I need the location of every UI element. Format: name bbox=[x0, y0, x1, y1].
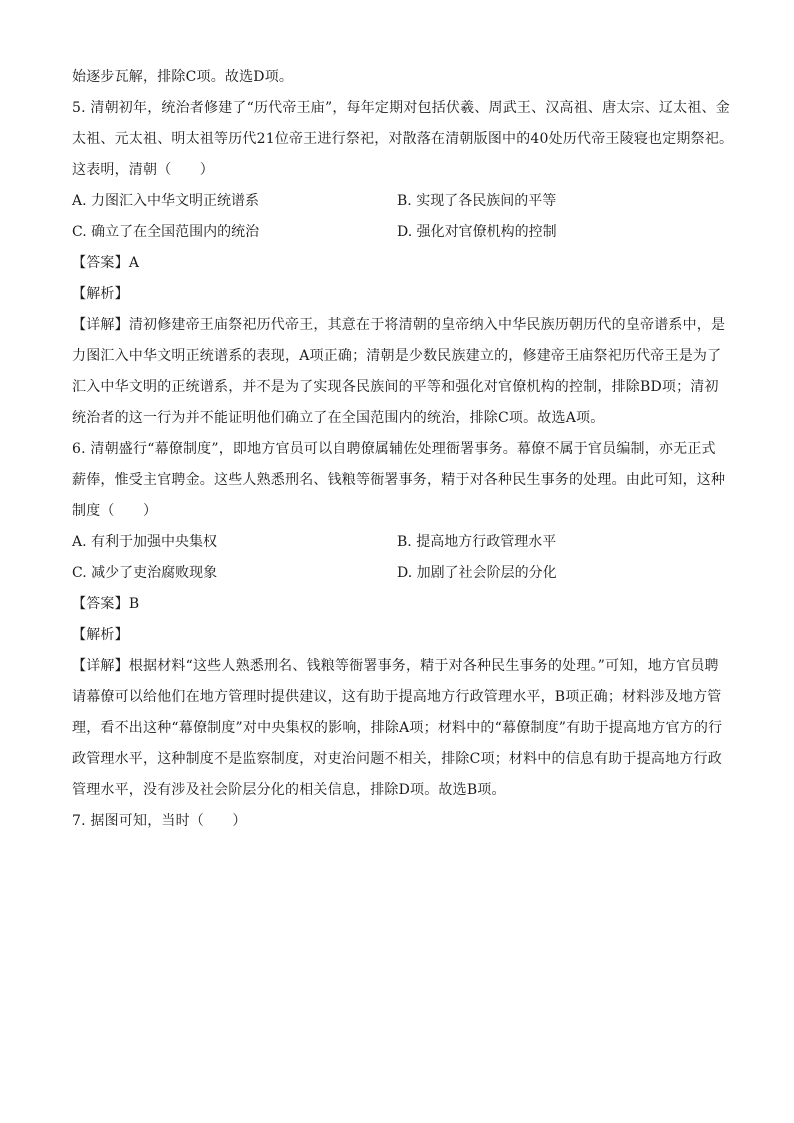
answer-label: 【答案】 bbox=[72, 255, 129, 271]
answer-value: A bbox=[128, 255, 140, 271]
question-6-explanation-line-3: 理，看不出这种“幕僚制度”对中央集权的影响，排除A项；材料中的“幕僚制度”有助于提高地方官方的行 bbox=[72, 720, 723, 736]
question-6-stem-line-1: 6. 清朝盛行“幕僚制度”，即地方官员可以自聘僚属辅佐处理衙署事务。幕僚不属于官员编制，亦无正式 bbox=[72, 441, 716, 457]
question-5-explanation-line-3: 汇入中华文明的正统谱系，并不是为了实现各民族间的平等和强化对官僚机构的控制，排除BD项；清初 bbox=[72, 379, 719, 395]
question-5-stem-line-3: 这表明，清朝（ ） bbox=[72, 162, 214, 178]
question-5-analysis-label: 【解析】 bbox=[72, 286, 129, 302]
question-5-answer bbox=[72, 248, 732, 279]
question-5-option-b: B. 实现了各民族间的平等 bbox=[397, 193, 557, 209]
question-6-explanation-line-4: 政管理水平，这种制度不是监察制度，对吏治问题不相关，排除C项；材料中的信息有助于提高地方行政 bbox=[72, 751, 722, 767]
explanation-text: 根据材料“这些人熟悉刑名、钱粮等衙署事务，精于对各种民生事务的处理。”可知，地方官员聘 bbox=[128, 658, 719, 674]
question-5-option-a: A. 力图汇入中华文明正统谱系 bbox=[72, 193, 260, 209]
question-6-option-c: C. 减少了吏治腐败现象 bbox=[72, 565, 218, 581]
question-6-answer bbox=[72, 589, 732, 620]
question-5-explanation-line-1 bbox=[72, 310, 732, 341]
question-5-explanation-line-2: 力图汇入中华文明正统谱系的表现，A项正确；清朝是少数民族建立的，修建帝王庙祭祀历代帝王是为了 bbox=[72, 348, 722, 364]
question-6-options-row-2 bbox=[72, 558, 732, 589]
detail-label: 【详解】 bbox=[72, 317, 129, 333]
question-6-analysis-label: 【解析】 bbox=[72, 627, 129, 643]
question-5-option-d: D. 强化对官僚机构的控制 bbox=[397, 224, 557, 240]
question-6-options-row-1 bbox=[72, 527, 732, 558]
answer-value: B bbox=[128, 596, 140, 612]
question-6-stem-line-2: 薪俸，惟受主官聘金。这些人熟悉刑名、钱粮等衙署事务，精于对各种民生事务的处理。由此可知，这种 bbox=[72, 472, 726, 488]
question-5-explanation-line-4: 统治者的这一行为并不能证明他们确立了在全国范围内的统治，排除C项。故选A项。 bbox=[72, 410, 605, 426]
question-5-options-row-1 bbox=[72, 186, 732, 217]
question-6-option-b: B. 提高地方行政管理水平 bbox=[397, 534, 557, 550]
question-6-explanation-line-1 bbox=[72, 651, 732, 682]
explanation-text: 清初修建帝王庙祭祀历代帝王，其意在于将清朝的皇帝纳入中华民族历朝历代的皇帝谱系中，是 bbox=[128, 317, 726, 333]
question-5-option-c: C. 确立了在全国范围内的统治 bbox=[72, 224, 260, 240]
prev-explanation-tail: 始逐步瓦解，排除C项。故选D项。 bbox=[72, 69, 294, 85]
answer-label: 【答案】 bbox=[72, 596, 129, 612]
question-5-stem-line-1: 5. 清朝初年，统治者修建了“历代帝王庙”，每年定期对包括伏羲、周武王、汉高祖、唐太宗、辽太祖、金 bbox=[72, 100, 730, 116]
question-6-option-d: D. 加剧了社会阶层的分化 bbox=[397, 565, 557, 581]
question-7-stem-line-1: 7. 据图可知，当时（ ） bbox=[72, 813, 247, 829]
document-page bbox=[72, 62, 732, 837]
question-6-option-a: A. 有利于加强中央集权 bbox=[72, 534, 218, 550]
question-5-stem-line-2: 太祖、元太祖、明太祖等历代21位帝王进行祭祀，对散落在清朝版图中的40处历代帝王陵寝也定期祭祀。 bbox=[72, 131, 734, 147]
question-6-explanation-line-5: 管理水平，没有涉及社会阶层分化的相关信息，排除D项。故选B项。 bbox=[72, 782, 506, 798]
question-6-explanation-line-2: 请幕僚可以给他们在地方管理时提供建议，这有助于提高地方行政管理水平，B项正确；材料涉及地方管 bbox=[72, 689, 722, 705]
question-5-options-row-2 bbox=[72, 217, 732, 248]
question-6-stem-line-3: 制度（ ） bbox=[72, 503, 158, 519]
detail-label: 【详解】 bbox=[72, 658, 129, 674]
